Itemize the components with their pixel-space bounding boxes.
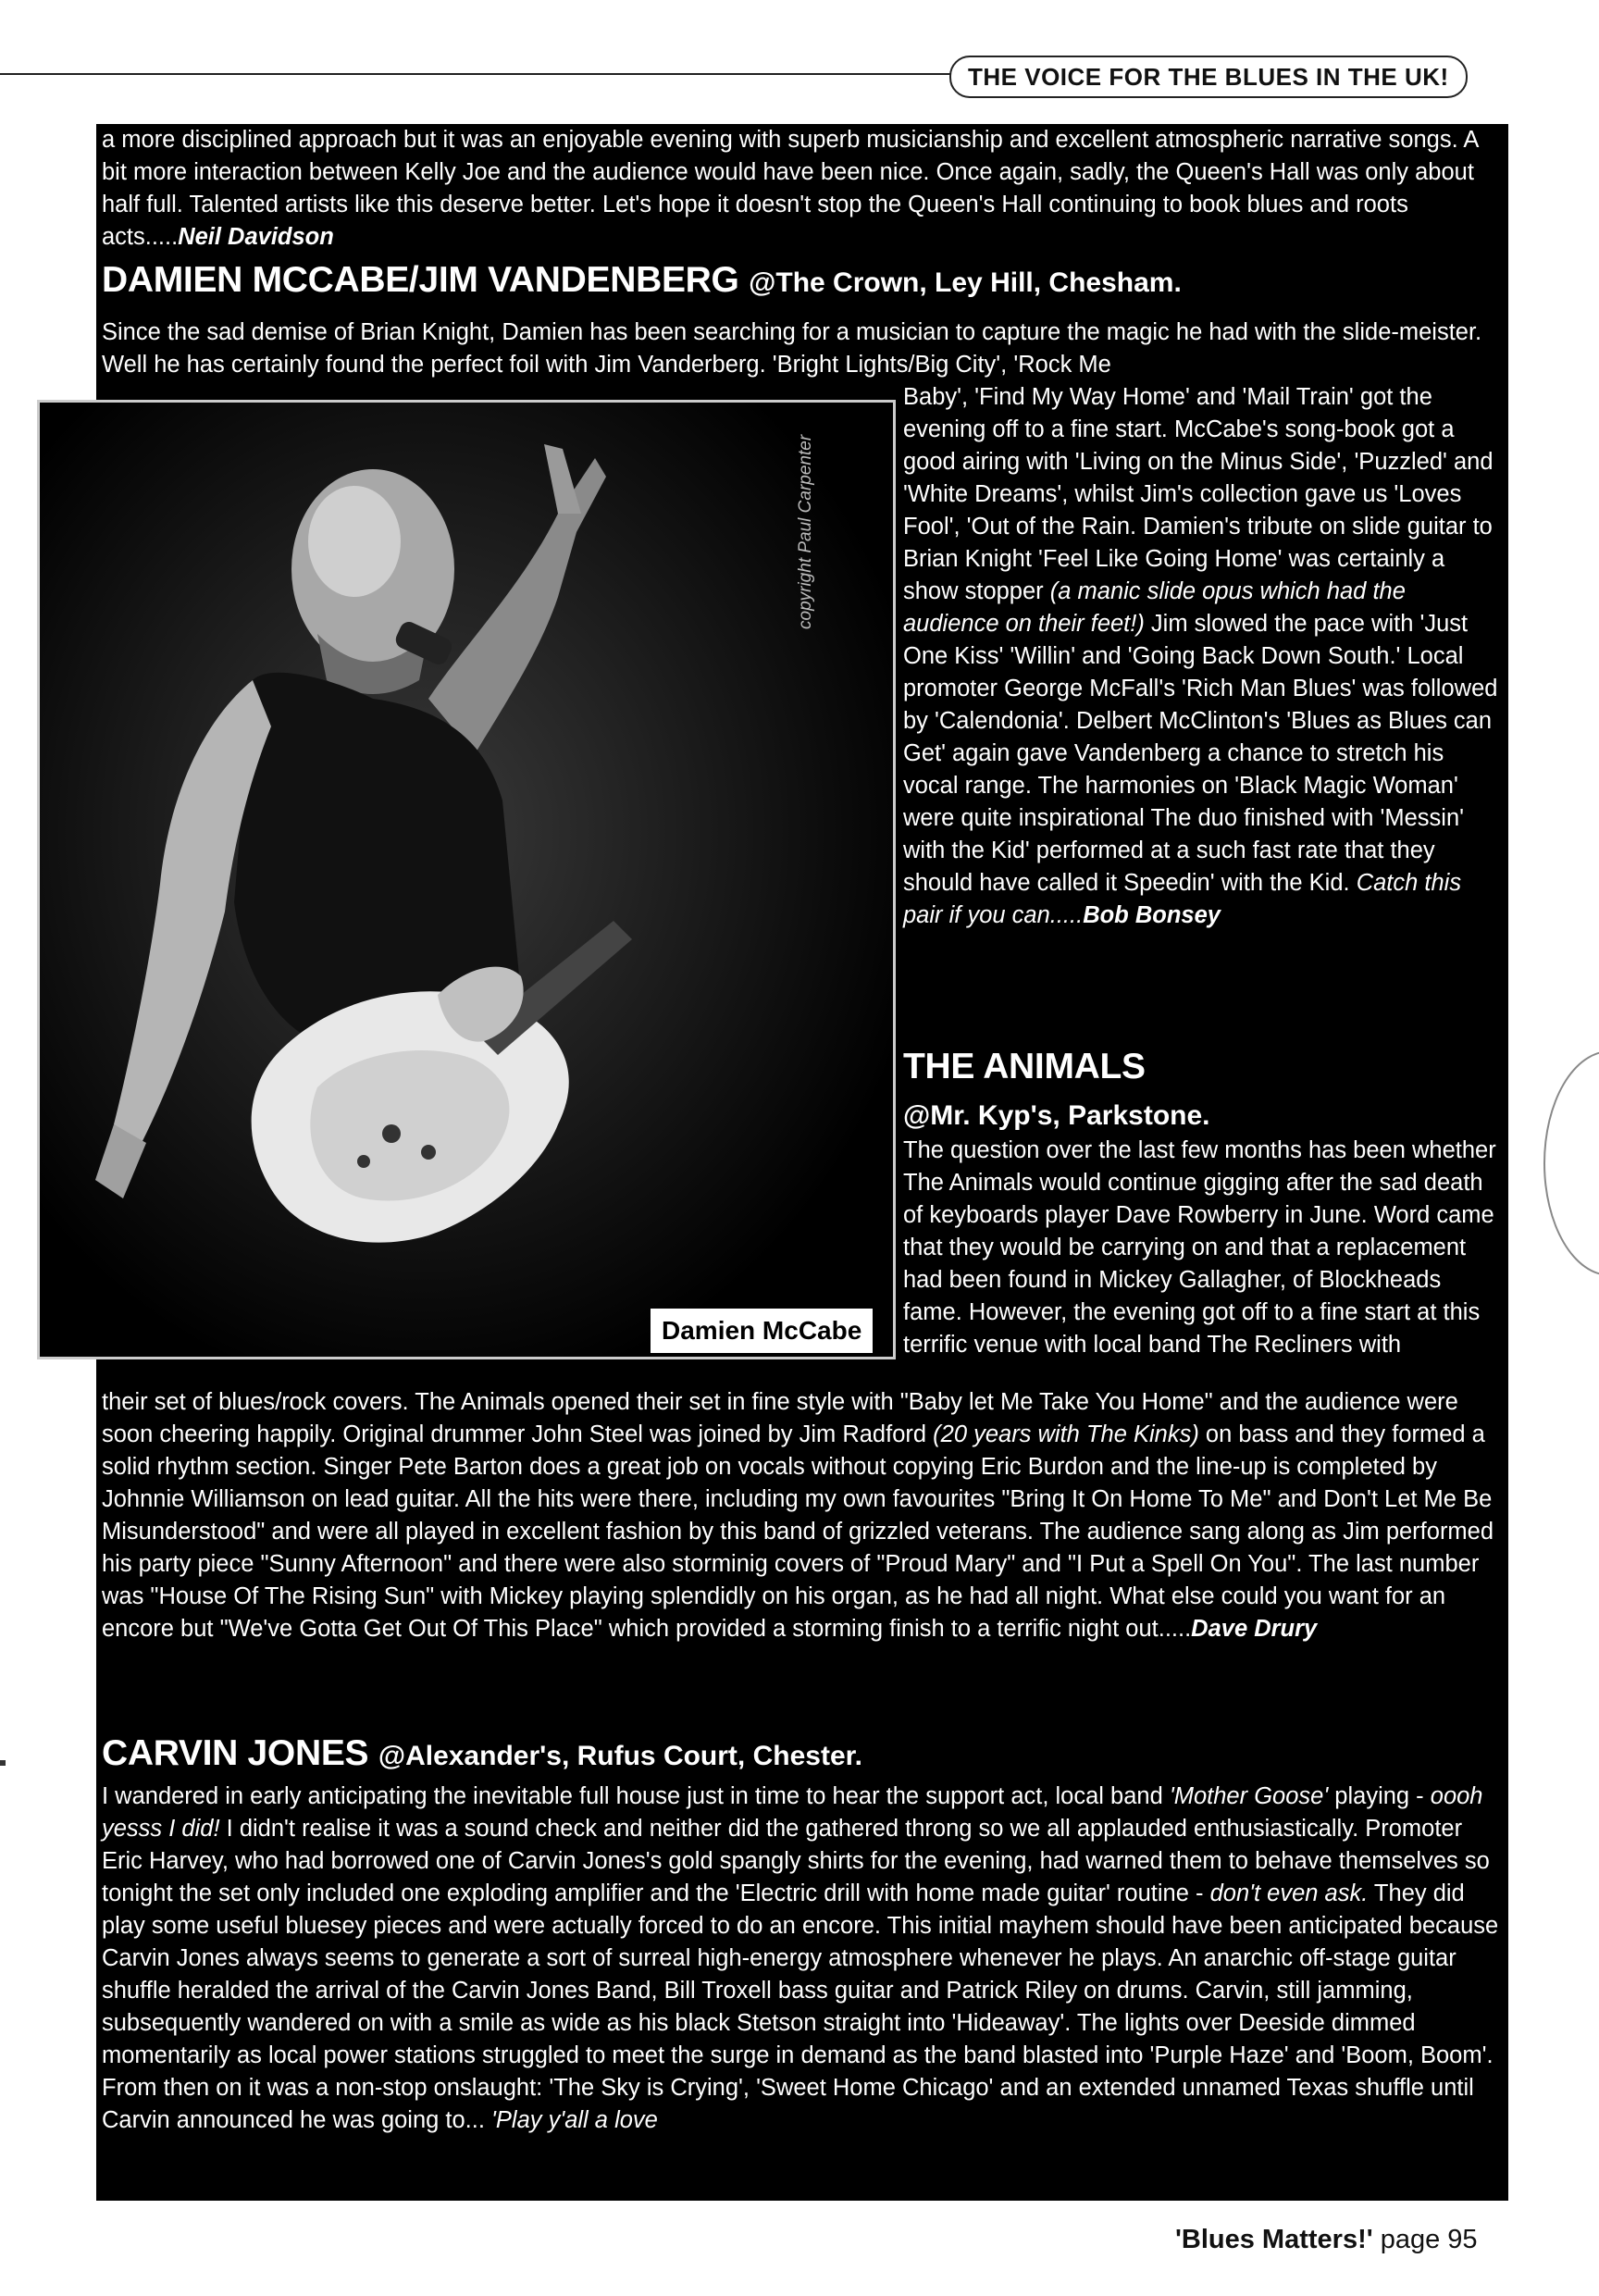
review3-body [102,1781,1501,2137]
review1-heading [102,259,1497,304]
review2-body [102,1386,1499,1645]
review2-text-1: their set of blues/rock covers. The Animals opened their set in fine style with "Baby let Me Take You Home" and the audience were soon cheering happily. Original drummer John Steel was joined by Jim Radford [102,1389,1458,1447]
intro-paragraph [102,124,1497,254]
margin-binding-hole [1543,1050,1599,1276]
review3-italic-3: don't even ask. [1209,1880,1369,1906]
intro-text: a more disciplined approach but it was an enjoyable evening with superb musicianship and excellent atmospheric narrative songs. A bit more interaction between Kelly Joe and the audience would have been nice. Once again, sadly, the Queen's Hall was only about half full. Talented artists like this deserve better. Let's hope it doesn't stop the Queen's Hall continuing to book blues and roots acts..... [102,127,1478,250]
review1-title: DAMIEN MCCABE/JIM VANDENBERG [102,260,739,300]
review1-author: Bob Bonsey [1083,902,1221,928]
header-rule [0,73,953,75]
review1-col-text-2: Jim slowed the pace with 'Just One Kiss' 'Willin' and 'Going Back Down South.' Local promoter George McFall's 'Rich Man Blues' was followed by 'Calendonia'. Delbert McClinton's 'Blues as Blues can Get' again gave Vandenberg a chance to stretch his vocal range. The harmonies on 'Black Magic Woman' were quite inspirational The duo finished with 'Messin' with the Kid' performed at a such fast rate that they should have called it Speedin' with the Kid. [903,611,1498,896]
page-number: page 95 [1380,2225,1478,2254]
magazine-name: 'Blues Matters!' [1175,2225,1373,2254]
review3-text-4: They did play some useful bluesey pieces and were actually forced to do an encore. This initial mayhem should have been anticipated because Carvin Jones always seems to generate a sort of surreal high-energy atmosphere whenever he plays. An anarchic off-stage guitar shuffle heralded the arrival of the Carvin Jones Band, Bill Troxell bass guitar and Patrick Riley on drums. Carvin, still jamming, subsequently wandered on with a smile as wide as his black Stetson straight into 'Hideaway'. The lights over Deeside dimmed momentarily as local power stations struggled to meet the surge in demand as the band blasted into 'Purple Haze' and 'Boom, Boom'. From then on it was a non-stop onslaught: 'The Sky is Crying', 'Sweet Home Chicago' and an extended unnamed Texas shuffle until Carvin announced he was going to... [102,1880,1499,2133]
guitarist-photo-image [40,403,893,1357]
review1-col-text-1: Baby', 'Find My Way Home' and 'Mail Train' got the evening off to a fine start. McCabe's song-book got a good airing with 'Living on the Minus Side', 'Puzzled' and 'White Dreams', whilst Jim's collection gave us 'Loves Fool', 'Out of the Rain. Damien's tribute on slide guitar to Brian Knight 'Feel Like Going Home' was certainly a show stopper [903,384,1494,604]
review3-italic-2: oooh yesss I did! [102,1783,1483,1842]
review3-heading [102,1732,1497,1778]
photo-credit: copyright Paul Carpenter [796,434,815,629]
review3-text-2: playing - [1328,1783,1431,1809]
review3-italic-1: 'Mother Goose' [1169,1783,1329,1809]
photo-caption: Damien McCabe [651,1309,873,1353]
review2-col-text: The question over the last few months has been whether The Animals would continue gigging after the sad death of keyboards player Dave Rowberry in June. Word came that they would be carrying on and that a replacement had been found in Mickey Gallagher, of Blockheads fame. However, the evening got off to a fine start at this terrific venue with local band The Recliners with [903,1137,1496,1358]
intro-author: Neil Davidson [178,224,334,250]
review2-column [903,1135,1503,1361]
damien-mccabe-photo [37,400,896,1359]
review1-col-italic: (a manic slide opus which had the audience on their feet!) [903,578,1406,637]
review2-venue: @Mr. Kyp's, Parkstone. [903,1100,1210,1131]
review2-title: THE ANIMALS [903,1047,1146,1086]
review2-italic: (20 years with The Kinks) [933,1421,1199,1447]
header-tagline: THE VOICE FOR THE BLUES IN THE UK! [949,56,1468,98]
review2-author: Dave Drury [1191,1616,1318,1642]
review3-text-3: I didn't realise it was a sound check and neither did the gathered throng so we all applauded enthusiastically. Promoter Eric Harvey, who had borrowed one of Carvin Jones's gold spangly shirts for the evening, had warned them to behave themselves so tonight the set only included one exploding amplifier and the 'Electric drill with home made guitar' routine - [102,1816,1490,1906]
review1-venue: @The Crown, Ley Hill, Chesham. [749,267,1182,298]
review2-venue-line [903,1092,1503,1137]
review1-closing: Catch this pair if you can..... [903,870,1462,928]
review1-column [903,381,1503,932]
review1-lead-text: Since the sad demise of Brian Knight, Damien has been searching for a musician to capture the magic he had with the slide-meister. Well he has certainly found the perfect foil with Jim Vanderberg. 'Bright Lights/Big City', 'Rock Me [102,319,1482,378]
review3-venue: @Alexander's, Rufus Court, Chester. [378,1741,862,1771]
review1-lead [102,316,1499,381]
review3-title: CARVIN JONES [102,1733,369,1773]
review3-text-1: I wandered in early anticipating the inevitable full house just in time to hear the support act, local band [102,1783,1170,1809]
page-footer [1175,2225,1478,2255]
review3-italic-4: 'Play y'all a love [491,2107,658,2133]
margin-mark [0,1760,6,1766]
review2-text-2: on bass and they formed a solid rhythm section. Singer Pete Barton does a great job on vocals without copying Eric Burdon and the line-up is completed by Johnnie Williamson on lead guitar. All the hits were there, including my own favourites "Bring It On Home To Me" and Don't Let Me Be Misunderstood" and were all played in excellent fashion by this band of grizzled veterans. The audience sang along as Jim performed his party piece "Sunny Afternoon" and there were also storminig covers of "Proud Mary" and "I Put a Spell On You". The last number was "House Of The Rising Sun" with Mickey playing splendidly on his organ, as he had all night. What else could you want for an encore but "We've Gotta Get Out Of This Place" which provided a storming finish to a terrific night out..... [102,1421,1494,1642]
